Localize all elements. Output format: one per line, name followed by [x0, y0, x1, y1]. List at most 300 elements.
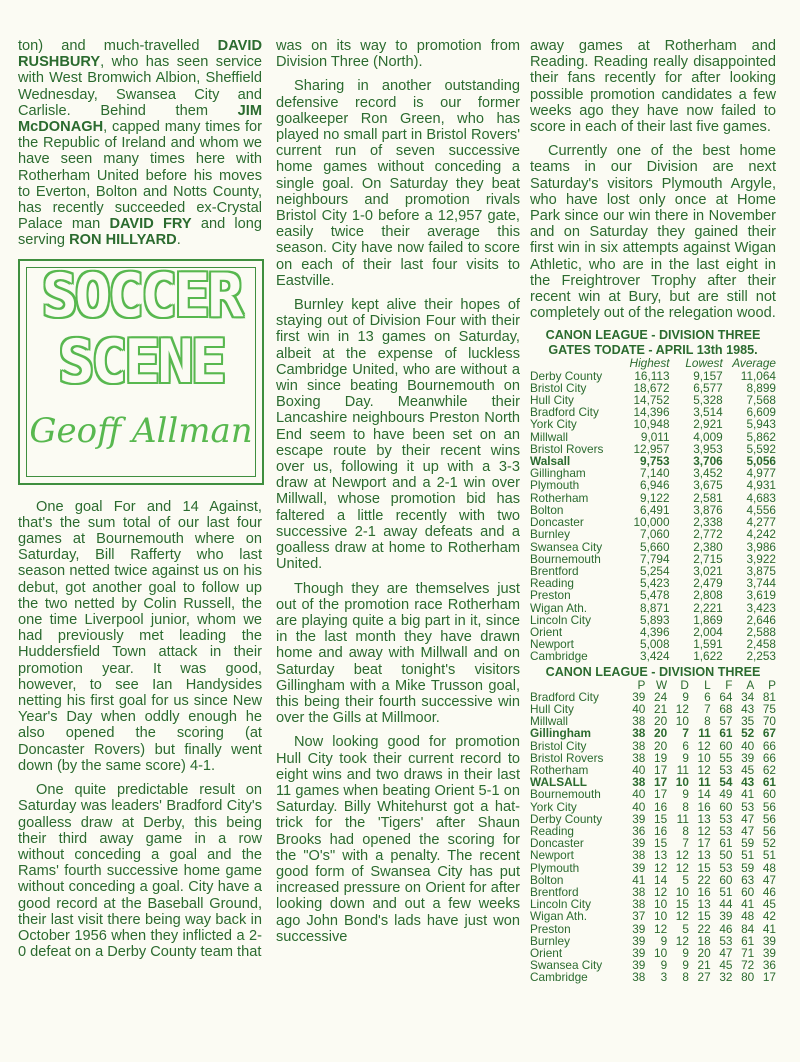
league-row: [530, 788, 776, 800]
league-value-cell: 14: [697, 787, 711, 802]
league-value-cell: 39: [632, 933, 646, 948]
league-row: [530, 740, 776, 752]
gates-header-blank: [530, 357, 616, 369]
gates-value-cell: 4,242: [746, 527, 776, 542]
gates-value-cell: 3,744: [746, 576, 776, 591]
gates-value-cell: 2,772: [693, 527, 723, 542]
gates-table: [530, 357, 776, 662]
league-team-cell: Bournemouth: [530, 787, 601, 802]
league-value-cell: 16: [654, 799, 668, 814]
gates-team-cell: Lincoln City: [530, 612, 591, 627]
league-value-cell: 27: [697, 970, 711, 985]
gates-value-cell: 2,380: [693, 539, 723, 554]
league-value-cell: 39: [632, 836, 646, 851]
league-value-cell: 41: [762, 921, 776, 936]
league-value-cell: 72: [741, 958, 755, 973]
gates-value-cell: 9,011: [640, 429, 670, 444]
league-team-cell: Derby County: [530, 811, 603, 826]
league-value-cell: 8: [704, 714, 711, 729]
league-value-cell: 10: [697, 750, 711, 765]
league-value-cell: 17: [654, 762, 668, 777]
league-team-cell: Doncaster: [530, 836, 584, 851]
gates-value-cell: 5,328: [693, 393, 723, 408]
league-value-cell: 10: [675, 714, 689, 729]
gates-value-cell: 2,253: [746, 649, 776, 664]
league-value-cell: 7: [682, 836, 689, 851]
gates-row: [530, 650, 776, 662]
gates-team-cell: Millwall: [530, 429, 569, 444]
league-value-cell: 36: [632, 823, 646, 838]
league-value-cell: 63: [741, 872, 755, 887]
gates-value-cell: 2,921: [693, 417, 723, 432]
gates-value-cell: 3,876: [693, 502, 723, 517]
league-value-cell: 9: [682, 689, 689, 704]
gates-value-cell: 10,000: [633, 515, 670, 530]
league-value-cell: 45: [762, 897, 776, 912]
league-value-cell: 13: [697, 897, 711, 912]
gates-value-cell: 10,948: [633, 417, 670, 432]
league-value-cell: 9: [660, 958, 668, 973]
league-value-cell: 21: [697, 958, 711, 973]
gates-team-cell: Brentford: [530, 563, 579, 578]
gates-value-cell: 5,254: [640, 563, 670, 578]
gates-row: [530, 602, 776, 614]
league-table-title: CANON LEAGUE - DIVISION THREE: [545, 664, 761, 679]
league-value-cell: 59: [741, 860, 755, 875]
league-value-cell: 60: [719, 738, 733, 753]
gates-value-cell: 1,591: [693, 637, 723, 652]
league-value-cell: 46: [719, 921, 733, 936]
gates-value-cell: 7,568: [746, 393, 776, 408]
gates-team-cell: York City: [530, 417, 577, 432]
intro-text: ton) and much-travelled: [18, 38, 218, 54]
gates-value-cell: 2,808: [693, 588, 723, 603]
gates-value-cell: 5,478: [640, 588, 670, 603]
article-paragraph: One goal For and 14 Against, that's the sum total of our last four games at Bournemouth where on Saturday, Bill Rafferty who last season netted twice against us on his debut, got another goal to follow up the two netted by Colin Russell, the one time Liverpool junior, whom we had previously met leading the Huddersfield Town attack in their promotion year. It was good, however, to see Ian Handysides netting his first goal for us since New Year's Day when oddly enough he also opened the scoring (at Doncaster Rovers) but finally went down (by the same score) 4-1.: [18, 498, 262, 774]
gates-value-cell: 8,899: [746, 380, 776, 395]
league-value-cell: 9: [682, 946, 689, 960]
league-team-cell: Bristol City: [530, 738, 587, 753]
league-value-cell: 11: [676, 811, 689, 826]
league-value-cell: 39: [762, 946, 776, 960]
league-value-cell: 60: [741, 884, 755, 899]
gates-value-cell: 6,609: [746, 405, 776, 420]
league-value-cell: 12: [675, 933, 689, 948]
league-value-cell: 9: [682, 750, 689, 765]
league-value-cell: 80: [741, 970, 755, 985]
gates-header-average: Average: [732, 356, 776, 371]
league-value-cell: 59: [741, 836, 755, 851]
gates-value-cell: 6,577: [693, 380, 723, 395]
league-value-cell: 53: [719, 933, 733, 948]
gates-value-cell: 5,943: [746, 417, 776, 432]
league-value-cell: 10: [654, 909, 668, 924]
gates-value-cell: 8,871: [640, 600, 670, 615]
league-value-cell: 39: [719, 909, 733, 924]
league-value-cell: 81: [762, 689, 776, 704]
gates-value-cell: 9,753: [640, 454, 670, 469]
gates-value-cell: 2,479: [693, 576, 723, 591]
article-paragraph: Now looking good for promotion Hull City took their current record to eight wins and two draws in their last 11 games when beating Orient 5-1 on Saturday. Billy Whitehurst got a hat-trick for the 'Tigers' after Shaun Brooks had opened the scoring for the "O's" with a penalty. The recent good form of Swansea City has put increased pressure on Orient for after looking down and out a few weeks ago John Bond's lads have just won successive: [276, 734, 520, 945]
league-value-cell: 10: [675, 884, 689, 899]
league-value-cell: 60: [762, 787, 776, 802]
league-value-cell: 38: [632, 775, 646, 790]
league-value-cell: 60: [719, 872, 733, 887]
league-value-cell: 61: [719, 726, 733, 741]
article-paragraph: Sharing in another outstanding defensive record is our former goalkeeper Ron Green, who has played no small part in Bristol Rovers' current run of seven successive home games without conceding a single goal. On Saturday they beat neighbours and promotion rivals Bristol City 1-0 before a 12,957 gate, easily twice their average this season. City have now failed to score on each of their last four visits to Eastville.: [276, 78, 520, 289]
league-team-cell: Hull City: [530, 701, 574, 716]
league-value-cell: 15: [675, 897, 689, 912]
league-value-cell: 17: [654, 787, 668, 802]
league-team-cell: Burnley: [530, 933, 570, 948]
gates-value-cell: 3,875: [746, 563, 776, 578]
league-team-cell: WALSALL: [530, 775, 588, 790]
league-value-cell: 40: [632, 762, 646, 777]
intro-text: and long serving: [18, 216, 262, 249]
league-header-played: P: [637, 677, 646, 692]
gates-value-cell: 3,706: [693, 454, 723, 469]
gates-value-cell: 3,452: [693, 466, 723, 481]
league-header-row: [530, 679, 776, 691]
league-value-cell: 50: [719, 848, 733, 863]
league-value-cell: 43: [741, 701, 755, 716]
league-value-cell: 11: [698, 726, 711, 741]
league-value-cell: 13: [697, 848, 711, 863]
league-value-cell: 8: [682, 823, 689, 838]
league-value-cell: 7: [704, 701, 711, 716]
gates-value-cell: 4,931: [746, 478, 776, 493]
gates-header-lowest: Lowest: [685, 356, 723, 371]
league-value-cell: 68: [719, 701, 733, 716]
league-value-cell: 17: [697, 836, 711, 851]
gates-team-cell: Walsall: [530, 454, 571, 469]
league-value-cell: 9: [682, 787, 689, 802]
gates-value-cell: 4,977: [746, 466, 776, 481]
article-paragraph: away games at Rotherham and Reading. Reading really disappointed their fans recently for after looking possible promotion candidates a few weeks ago they have now failed to score in each of their last five games.: [530, 38, 776, 136]
league-value-cell: 5: [682, 872, 689, 887]
league-row: [530, 935, 776, 947]
gates-team-cell: Orient: [530, 624, 563, 639]
intro-text: , capped many times for the Republic of Ireland and whom we have seen many times here with Rotherham United before his moves to Everton, Bolton and Notts County, has recently succeeded ex-Crystal Palace man: [18, 119, 262, 233]
gates-value-cell: 3,619: [746, 588, 776, 603]
player-name: DAVID RUSHBURY: [18, 38, 262, 71]
gates-value-cell: 7,060: [640, 527, 670, 542]
league-value-cell: 64: [719, 689, 733, 704]
league-value-cell: 48: [741, 909, 755, 924]
league-value-cell: 9: [682, 958, 689, 973]
league-value-cell: 38: [632, 750, 646, 765]
league-value-cell: 10: [654, 897, 668, 912]
gates-team-cell: Plymouth: [530, 478, 580, 493]
gates-value-cell: 5,423: [640, 576, 670, 591]
league-value-cell: 66: [762, 738, 776, 753]
league-team-cell: Gillingham: [530, 726, 591, 741]
gates-row: [530, 418, 776, 430]
league-team-cell: Rotherham: [530, 762, 589, 777]
gates-team-cell: Bristol Rovers: [530, 441, 604, 456]
league-value-cell: 71: [741, 946, 755, 960]
gates-team-cell: Cambridge: [530, 649, 588, 664]
league-value-cell: 39: [632, 689, 646, 704]
league-value-cell: 47: [741, 811, 755, 826]
league-value-cell: 20: [654, 726, 668, 741]
gates-value-cell: 2,458: [746, 637, 776, 652]
league-value-cell: 12: [697, 762, 711, 777]
league-value-cell: 52: [762, 836, 776, 851]
league-value-cell: 39: [741, 750, 755, 765]
gates-value-cell: 3,514: [693, 405, 723, 420]
league-row: [530, 801, 776, 813]
gates-value-cell: 3,021: [693, 563, 723, 578]
league-value-cell: 56: [762, 799, 776, 814]
league-value-cell: 37: [632, 909, 646, 924]
league-value-cell: 42: [762, 909, 776, 924]
gates-value-cell: 18,672: [633, 380, 670, 395]
league-header-blank: [530, 679, 624, 691]
logo-word-scene: SCENE: [58, 326, 224, 397]
article-paragraph: One quite predictable result on Saturday was leaders' Bradford City's goalless draw at Derby, this being their third away game in a row without conceding a goal and the Rams' fourth successive home game without conceding a goal. City have a good record at the Baseball Ground, their last visit there being way back in October 1956 when they inflicted a 2-0 defeat on a Derby County team that: [18, 782, 262, 961]
gates-value-cell: 14,396: [633, 405, 670, 420]
league-value-cell: 54: [719, 775, 733, 790]
league-value-cell: 40: [632, 799, 646, 814]
league-value-cell: 7: [682, 726, 689, 741]
league-value-cell: 12: [654, 860, 668, 875]
league-team-cell: Wigan Ath.: [530, 909, 588, 924]
gates-team-cell: Rotherham: [530, 490, 589, 505]
league-value-cell: 48: [762, 860, 776, 875]
league-table: [530, 679, 776, 984]
gates-value-cell: 4,009: [693, 429, 723, 444]
gates-value-cell: 2,715: [693, 551, 723, 566]
league-header-lost: L: [704, 677, 711, 692]
league-value-cell: 21: [654, 701, 668, 716]
league-value-cell: 20: [654, 738, 668, 753]
gates-row: [530, 589, 776, 601]
league-team-cell: Cambridge: [530, 970, 588, 985]
gates-value-cell: 3,675: [693, 478, 723, 493]
gates-team-cell: Derby County: [530, 368, 603, 383]
article-paragraph: Burnley kept alive their hopes of staying out of Division Four with their first win in 13 games on Saturday, albeit at the expense of luckless Cambridge United, who are without a win since beating Bournemouth on Boxing Day. Meanwhile their Lancashire neighbours Preston North End seem to have been set on an escape route by their recent wins over us, following it up with a 3-3 draw at Newport and a 2-1 win over Millwall, whose promotion bid has faltered a little recently with two successive 2-1 away defeats and a goalless draw at home to Rotherham United.: [276, 297, 520, 573]
league-value-cell: 38: [632, 970, 646, 985]
league-value-cell: 55: [719, 750, 733, 765]
league-team-cell: Newport: [530, 848, 574, 863]
league-value-cell: 13: [697, 811, 711, 826]
league-value-cell: 61: [741, 933, 755, 948]
league-team-cell: Bristol Rovers: [530, 750, 604, 765]
gates-value-cell: 2,581: [693, 490, 723, 505]
league-value-cell: 12: [697, 823, 711, 838]
league-value-cell: 41: [741, 787, 755, 802]
league-team-cell: Swansea City: [530, 958, 603, 973]
gates-team-cell: Bournemouth: [530, 551, 601, 566]
gates-value-cell: 14,752: [633, 393, 670, 408]
league-value-cell: 53: [719, 811, 733, 826]
league-value-cell: 51: [741, 848, 755, 863]
league-value-cell: 10: [654, 946, 668, 960]
league-value-cell: 6: [682, 738, 689, 753]
league-value-cell: 53: [741, 799, 755, 814]
gates-value-cell: 9,122: [640, 490, 670, 505]
league-row: [530, 849, 776, 861]
league-team-cell: Millwall: [530, 714, 569, 729]
league-value-cell: 61: [719, 836, 733, 851]
league-value-cell: 38: [632, 848, 646, 863]
league-value-cell: 15: [654, 811, 668, 826]
gates-value-cell: 5,008: [640, 637, 670, 652]
league-team-cell: Bolton: [530, 872, 564, 887]
league-value-cell: 8: [682, 970, 689, 985]
league-value-cell: 36: [762, 958, 776, 973]
league-value-cell: 47: [741, 823, 755, 838]
league-team-cell: York City: [530, 799, 577, 814]
column-2: [276, 38, 520, 953]
league-value-cell: 17: [762, 970, 776, 985]
column-1: [18, 38, 262, 968]
league-value-cell: 84: [741, 921, 755, 936]
league-value-cell: 22: [697, 872, 711, 887]
article-paragraph: Though they are themselves just out of the promotion race Rotherham are playing quite a big part in it, since in the last month they have drawn home and away with Millwall and on Saturday beat tonight's visitors Gillingham with a Mike Trusson goal, this being their fourth successive win over the Gills at Millmoor.: [276, 580, 520, 727]
league-value-cell: 38: [632, 897, 646, 912]
league-value-cell: 16: [654, 823, 668, 838]
league-value-cell: 15: [654, 836, 668, 851]
league-value-cell: 43: [741, 775, 755, 790]
league-value-cell: 39: [632, 946, 646, 960]
league-value-cell: 39: [632, 811, 646, 826]
league-row: [530, 923, 776, 935]
gates-value-cell: 1,869: [693, 612, 723, 627]
gates-value-cell: 3,922: [746, 551, 776, 566]
gates-header-highest: Highest: [629, 356, 670, 371]
league-value-cell: 35: [741, 714, 755, 729]
league-value-cell: 57: [719, 714, 733, 729]
article-paragraph: was on its way to promotion from Division Three (North).: [276, 38, 520, 71]
league-team-cell: Brentford: [530, 884, 579, 899]
league-header-points: P: [768, 677, 776, 692]
gates-team-cell: Reading: [530, 576, 574, 591]
league-value-cell: 38: [632, 726, 646, 741]
league-header-for: F: [725, 677, 733, 692]
league-value-cell: 40: [632, 787, 646, 802]
league-value-cell: 3: [660, 970, 668, 985]
league-value-cell: 9: [660, 933, 668, 948]
gates-value-cell: 4,277: [746, 515, 776, 530]
league-team-cell: Reading: [530, 823, 574, 838]
league-value-cell: 18: [697, 933, 711, 948]
gates-value-cell: 4,396: [640, 624, 670, 639]
gates-team-cell: Burnley: [530, 527, 570, 542]
gates-value-cell: 5,893: [640, 612, 670, 627]
gates-team-cell: Gillingham: [530, 466, 586, 481]
gates-value-cell: 2,221: [693, 600, 723, 615]
league-value-cell: 40: [632, 701, 646, 716]
gates-value-cell: 4,556: [746, 502, 776, 517]
gates-row: [530, 528, 776, 540]
league-value-cell: 56: [762, 811, 776, 826]
gates-team-cell: Newport: [530, 637, 574, 652]
gates-value-cell: 12,957: [633, 441, 670, 456]
gates-team-cell: Wigan Ath.: [530, 600, 588, 615]
league-value-cell: 22: [697, 921, 711, 936]
league-header-won: W: [656, 677, 668, 692]
league-value-cell: 46: [762, 884, 776, 899]
league-value-cell: 32: [719, 970, 733, 985]
gates-value-cell: 16,113: [634, 368, 670, 383]
league-team-cell: Preston: [530, 921, 571, 936]
league-value-cell: 60: [719, 799, 733, 814]
league-value-cell: 38: [632, 714, 646, 729]
gates-value-cell: 3,424: [640, 649, 670, 664]
gates-value-cell: 9,157: [693, 368, 723, 383]
league-value-cell: 12: [654, 921, 668, 936]
league-value-cell: 47: [719, 946, 733, 960]
league-value-cell: 62: [762, 762, 776, 777]
league-value-cell: 14: [654, 872, 668, 887]
intro-text: , who has seen service with West Bromwich Albion, Sheffield Wednesday, Swansea City and Carlisle. Behind them: [18, 54, 262, 119]
league-value-cell: 6: [704, 689, 711, 704]
league-value-cell: 12: [675, 909, 689, 924]
league-value-cell: 53: [719, 823, 733, 838]
gates-team-cell: Preston: [530, 588, 571, 603]
league-value-cell: 40: [741, 738, 755, 753]
league-value-cell: 38: [632, 884, 646, 899]
gates-row: [530, 541, 776, 553]
soccer-scene-logo: [18, 259, 264, 485]
league-team-cell: Bradford City: [530, 689, 599, 704]
league-value-cell: 5: [682, 921, 689, 936]
gates-value-cell: 6,491: [640, 502, 670, 517]
league-value-cell: 16: [697, 799, 711, 814]
league-value-cell: 39: [632, 958, 646, 973]
gates-team-cell: Bolton: [530, 502, 564, 517]
league-value-cell: 12: [697, 738, 711, 753]
league-value-cell: 11: [698, 775, 711, 790]
gates-team-cell: Doncaster: [530, 515, 584, 530]
league-header-drawn: D: [680, 677, 689, 692]
intro-paragraph: [18, 38, 262, 249]
gates-value-cell: 3,986: [746, 539, 776, 554]
league-value-cell: 52: [741, 726, 755, 741]
gates-table-subtitle: GATES TODATE - APRIL 13th 1985.: [548, 343, 758, 358]
logo-author: Geoff Allman: [29, 410, 253, 451]
league-value-cell: 45: [719, 958, 733, 973]
league-value-cell: 41: [741, 897, 755, 912]
league-value-cell: 20: [697, 946, 711, 960]
gates-value-cell: 2,588: [746, 624, 776, 639]
league-value-cell: 51: [719, 884, 733, 899]
gates-value-cell: 2,004: [693, 624, 723, 639]
league-value-cell: 10: [675, 775, 689, 790]
gates-value-cell: 5,862: [746, 429, 776, 444]
column-3: [530, 38, 776, 984]
league-value-cell: 53: [719, 762, 733, 777]
league-row: [530, 971, 776, 983]
league-value-cell: 11: [676, 762, 689, 777]
gates-value-cell: 5,660: [640, 539, 670, 554]
league-value-cell: 13: [654, 848, 668, 863]
league-value-cell: 49: [719, 787, 733, 802]
league-value-cell: 12: [675, 860, 689, 875]
league-value-cell: 51: [762, 848, 776, 863]
league-header-against: A: [746, 677, 755, 692]
league-value-cell: 38: [632, 738, 646, 753]
league-value-cell: 75: [762, 701, 776, 716]
gates-value-cell: 5,592: [746, 441, 776, 456]
intro-text: .: [176, 232, 181, 249]
league-team-cell: Lincoln City: [530, 897, 591, 912]
league-value-cell: 19: [654, 750, 668, 765]
league-team-cell: Orient: [530, 946, 563, 960]
gates-value-cell: 2,338: [693, 515, 723, 530]
